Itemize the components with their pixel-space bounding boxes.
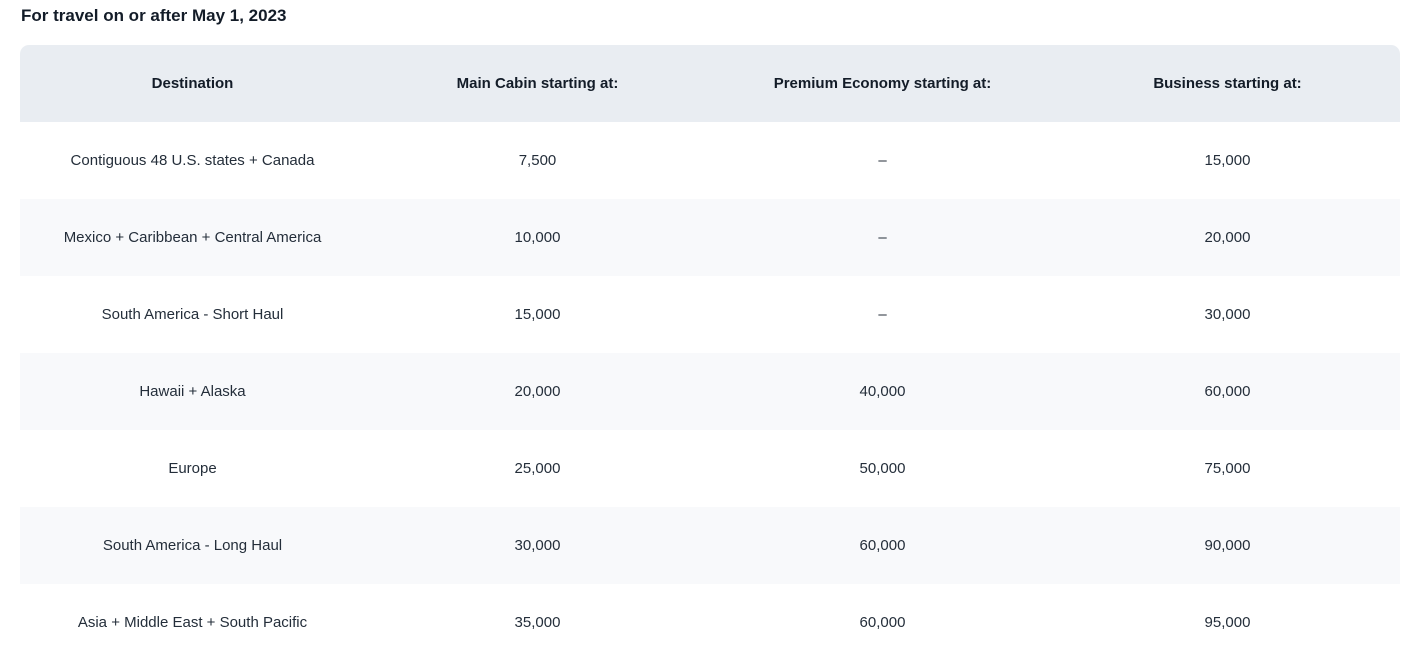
cell-destination: South America - Short Haul <box>20 276 365 353</box>
cell-business: 20,000 <box>1055 199 1400 276</box>
cell-destination: Mexico + Caribbean + Central America <box>20 199 365 276</box>
cell-main-cabin: 10,000 <box>365 199 710 276</box>
cell-main-cabin: 15,000 <box>365 276 710 353</box>
table-row <box>20 584 1400 661</box>
cell-premium-economy: 40,000 <box>710 353 1055 430</box>
cell-business: 15,000 <box>1055 122 1400 199</box>
table-row <box>20 122 1400 199</box>
cell-destination: Contiguous 48 U.S. states + Canada <box>20 122 365 199</box>
table-row <box>20 199 1400 276</box>
cell-main-cabin: 20,000 <box>365 353 710 430</box>
award-chart-table <box>20 45 1400 661</box>
cell-business: 90,000 <box>1055 507 1400 584</box>
cell-premium-economy: 60,000 <box>710 584 1055 661</box>
cell-main-cabin: 30,000 <box>365 507 710 584</box>
column-header-main-cabin: Main Cabin starting at: <box>365 45 710 122</box>
cell-premium-economy: 50,000 <box>710 430 1055 507</box>
cell-premium-economy: – <box>710 276 1055 353</box>
table-row <box>20 276 1400 353</box>
cell-business: 75,000 <box>1055 430 1400 507</box>
cell-business: 95,000 <box>1055 584 1400 661</box>
table-header <box>20 45 1400 122</box>
column-header-premium-economy: Premium Economy starting at: <box>710 45 1055 122</box>
cell-business: 60,000 <box>1055 353 1400 430</box>
table-header-row <box>20 45 1400 122</box>
cell-destination: Asia + Middle East + South Pacific <box>20 584 365 661</box>
cell-premium-economy: – <box>710 122 1055 199</box>
cell-premium-economy: 60,000 <box>710 507 1055 584</box>
cell-business: 30,000 <box>1055 276 1400 353</box>
cell-destination: Hawaii + Alaska <box>20 353 365 430</box>
cell-main-cabin: 25,000 <box>365 430 710 507</box>
table-row <box>20 353 1400 430</box>
table-row <box>20 507 1400 584</box>
table-row <box>20 430 1400 507</box>
cell-main-cabin: 35,000 <box>365 584 710 661</box>
cell-premium-economy: – <box>710 199 1055 276</box>
cell-destination: South America - Long Haul <box>20 507 365 584</box>
column-header-business: Business starting at: <box>1055 45 1400 122</box>
table-body <box>20 122 1400 661</box>
cell-destination: Europe <box>20 430 365 507</box>
page-title: For travel on or after May 1, 2023 <box>21 6 287 25</box>
cell-main-cabin: 7,500 <box>365 122 710 199</box>
column-header-destination: Destination <box>20 45 365 122</box>
